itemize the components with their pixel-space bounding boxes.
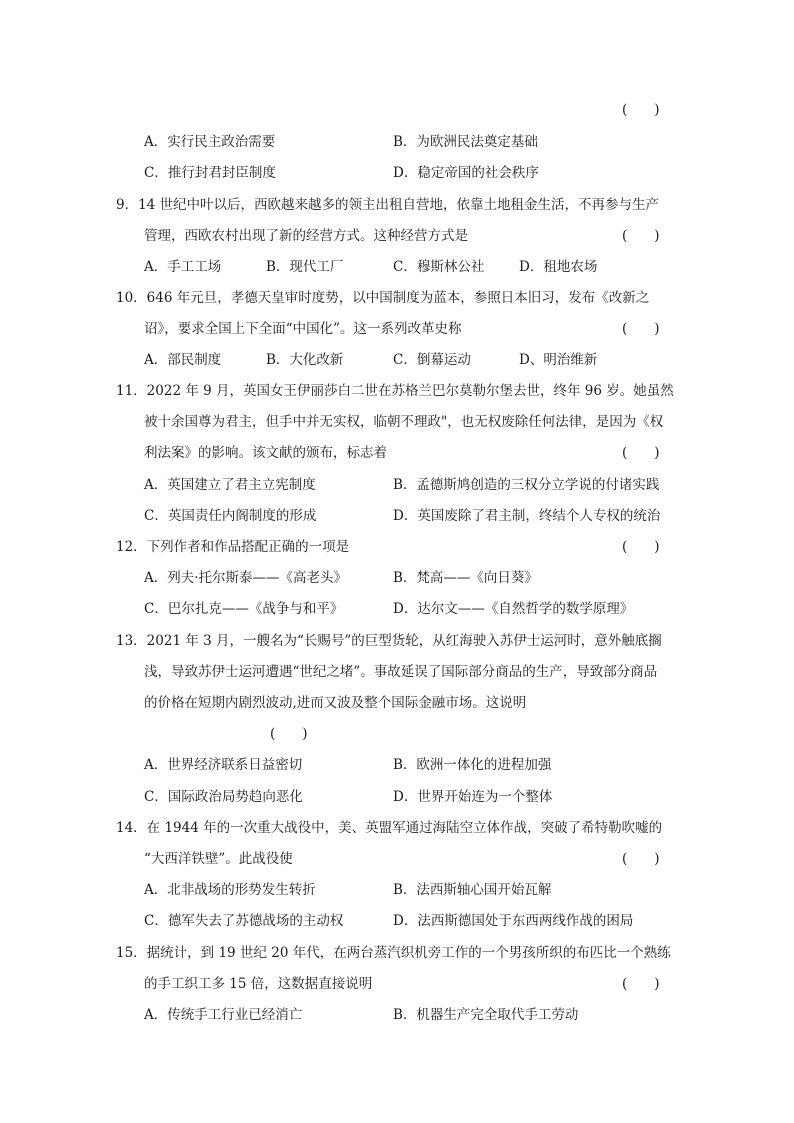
q12-option-b: B．梵高——《向日葵》 [393, 570, 538, 586]
q12-option-c: C．巴尔扎克——《战争与和平》 [144, 601, 344, 617]
q9-option-a: A．手工工场 [144, 259, 222, 275]
q11-option-b: B．孟德斯鸠创造的三权分立学说的付诸实践 [393, 477, 660, 493]
q11-option-a: A．英国建立了君主立宪制度 [144, 477, 316, 493]
q9-option-b: B．现代工厂 [266, 259, 344, 275]
q13-stem-line-2: 浅，导致苏伊士运河遭遇“世纪之堵”。事故延误了国际部分商品的生产，导致部分商品 [144, 664, 658, 680]
q8-option-c: C．推行封君封臣制度 [144, 165, 276, 181]
answer-paren: ( ) [622, 102, 660, 118]
q14-stem-line-1: 14．在 1944 年的一次重大战役中，美、英盟军通过海陆空立体作战，突破了希特勒吹嘘的 [116, 820, 663, 836]
q12-option-d: D．达尔文——《自然哲学的数学原理》 [393, 601, 634, 617]
q9-stem-line-1: 9．14 世纪中叶以后，西欧越来越多的领主出租自营地，依靠土地租金生活，不再参与生产 [116, 197, 660, 213]
q13-stem-line-1: 13．2021 年 3 月，一艘名为“长赐号”的巨型货轮，从红海驶入苏伊士运河时，意外触底搁 [116, 633, 662, 649]
q14-stem-line-2: “大西洋铁壁”。此战役使 [144, 851, 293, 867]
q10-option-d: D、明治维新 [519, 352, 598, 368]
q10-stem-line-2: 诏》，要求全国上下全面“中国化”。这一系列改革史称 [144, 321, 462, 337]
q9-stem-line-2: 管理，西欧农村出现了新的经营方式。这种经营方式是 [144, 228, 468, 244]
q10-option-c: C．倒幕运动 [393, 352, 471, 368]
answer-paren: ( ) [270, 726, 308, 742]
q12-stem-line-1: 12．下列作者和作品搭配正确的一项是 [116, 539, 350, 555]
q14-option-d: D．法西斯德国处于东西两线作战的困局 [393, 913, 634, 929]
q13-option-d: D．世界开始连为一个整体 [393, 789, 553, 805]
q8-option-d: D．稳定帝国的社会秩序 [393, 165, 539, 181]
q11-option-c: C．英国责任内阁制度的形成 [144, 508, 317, 524]
answer-paren: ( ) [622, 851, 660, 867]
q14-option-a: A．北非战场的形势发生转折 [144, 882, 316, 898]
answer-paren: ( ) [622, 976, 660, 992]
q15-option-b: B．机器生产完全取代手工劳动 [393, 1007, 579, 1023]
q15-stem-line-2: 的手工织工多 15 倍，这数据直接说明 [144, 976, 373, 992]
q10-stem-line-1: 10．646 年元旦，孝德天皇审时度势，以中国制度为蓝本，参照日本旧习，发布《改新之 [116, 290, 650, 306]
q11-stem-line-2: 被十余国尊为君主，但手中并无实权，临朝不理政"，也无权废除任何法律，是因为《权 [144, 414, 664, 430]
q11-stem-line-3: 利法案》的影响。该文献的颁布，标志着 [144, 445, 387, 461]
q8-option-a: A．实行民主政治需要 [144, 134, 276, 150]
q13-option-c: C．国际政治局势趋向恶化 [144, 789, 303, 805]
answer-paren: ( ) [622, 445, 660, 461]
q10-option-b: B．大化改新 [266, 352, 344, 368]
q8-option-b: B．为欧洲民法奠定基础 [393, 134, 538, 150]
q13-option-b: B．欧洲一体化的进程加强 [393, 757, 552, 773]
q10-option-a: A．部民制度 [144, 352, 222, 368]
q9-option-c: C．穆斯林公社 [393, 259, 485, 275]
q11-option-d: D．英国废除了君主制，终结个人专权的统治 [393, 508, 661, 524]
answer-paren: ( ) [622, 321, 660, 337]
q11-stem-line-1: 11．2022 年 9 月，英国女王伊丽莎白二世在苏格兰巴尔莫勒尔堡去世，终年 96 岁。她虽然 [116, 383, 674, 399]
q14-option-b: B．法西斯轴心国开始瓦解 [393, 882, 552, 898]
q9-option-d: D．租地农场 [519, 259, 598, 275]
q15-option-a: A．传统手工行业已经消亡 [144, 1007, 303, 1023]
q12-option-a: A．列夫·托尔斯泰——《高老头》 [144, 570, 348, 586]
q13-stem-line-3: 的价格在短期内剧烈波动,进而又波及整个国际金融市场。这说明 [144, 695, 527, 711]
answer-paren: ( ) [622, 228, 660, 244]
q14-option-c: C．德军失去了苏德战场的主动权 [144, 913, 344, 929]
q13-option-a: A．世界经济联系日益密切 [144, 757, 303, 773]
answer-paren: ( ) [622, 539, 660, 555]
q15-stem-line-1: 15．据统计，到 19 世纪 20 年代，在两台蒸汽织机旁工作的一个男孩所织的布匹比一个熟练 [116, 945, 671, 961]
